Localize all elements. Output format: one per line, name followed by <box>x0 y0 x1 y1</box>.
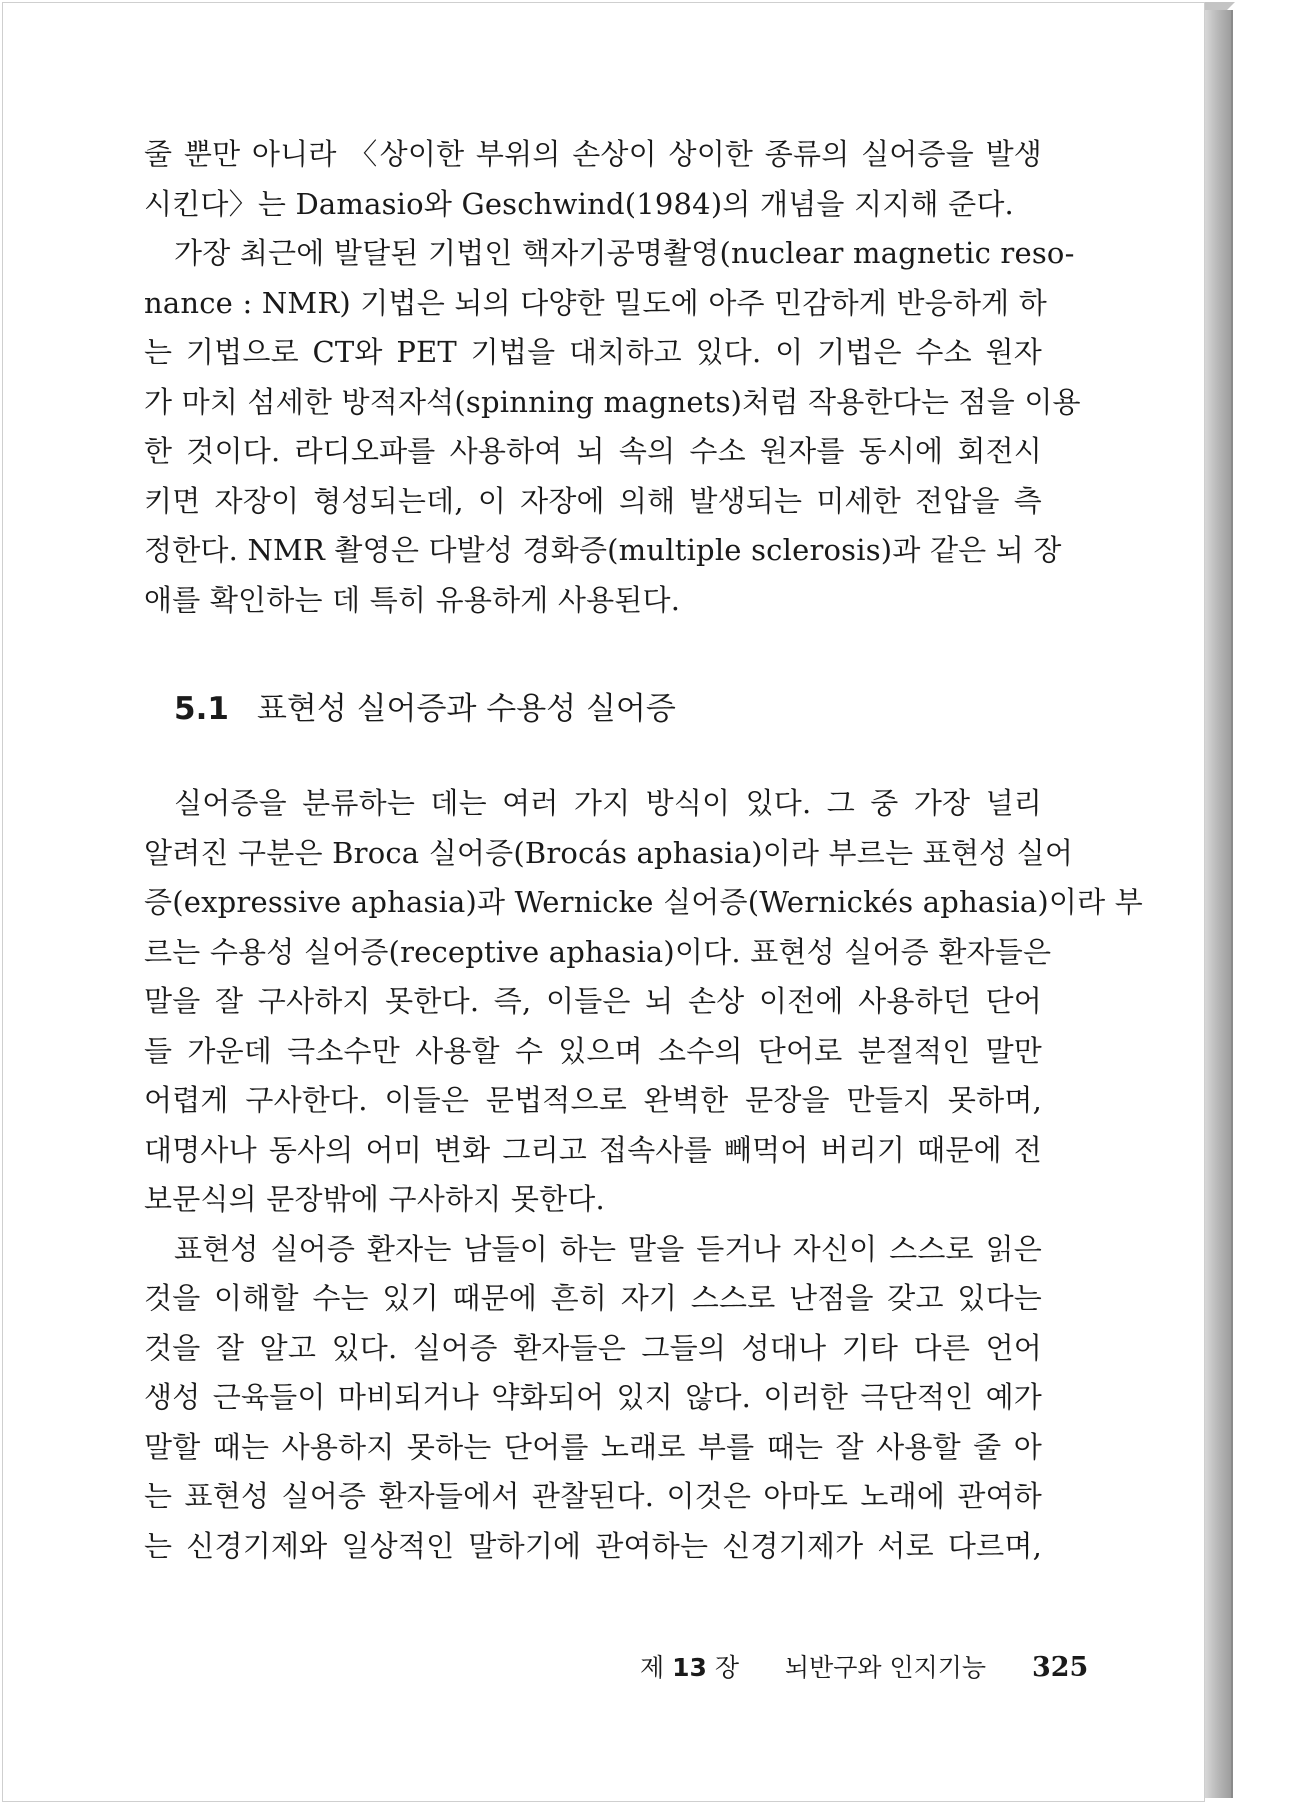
text-line: 들 가운데 극소수만 사용할 수 있으며 소수의 단어로 분절적인 말만 <box>144 1033 1042 1068</box>
page-edge-shadow <box>1205 10 1233 1798</box>
chapter-number: 13 <box>672 1653 707 1682</box>
paragraph-2 <box>144 229 1081 625</box>
text-line: 애를 확인하는 데 특히 유용하게 사용된다. <box>144 582 681 617</box>
text-line: 가장 최근에 발달된 기법인 핵자기공명촬영(nuclear magnetic reso- <box>174 236 1075 270</box>
text-line: 알려진 구분은 Broca 실어증(Brocás aphasia)이라 부르는 표현성 실어 <box>144 835 1074 870</box>
text-line: 키면 자장이 형성되는데, 이 자장에 의해 발생되는 미세한 전압을 측 <box>144 483 1042 518</box>
section-heading <box>144 679 1042 739</box>
text-line: 한 것이다. 라디오파를 사용하여 뇌 속의 수소 원자를 동시에 회전시 <box>144 434 1042 468</box>
chapter-suffix: 장 <box>714 1653 740 1682</box>
text-line: 는 신경기제와 일상적인 말하기에 관여하는 신경기제가 서로 다르며, <box>144 1528 1042 1563</box>
text-line: 생성 근육들이 마비되거나 약화되어 있지 않다. 이러한 극단적인 예가 <box>144 1380 1042 1414</box>
text-line: 것을 잘 알고 있다. 실어증 환자들은 그들의 성대나 기타 다른 언어 <box>144 1330 1042 1365</box>
text-line: 는 표현성 실어증 환자들에서 관찰된다. 이것은 아마도 노래에 관여하 <box>144 1479 1042 1513</box>
text-line: 말할 때는 사용하지 못하는 단어를 노래로 부를 때는 잘 사용할 줄 아 <box>144 1429 1042 1464</box>
text-line: 어렵게 구사한다. 이들은 문법적으로 완벽한 문장을 만들지 못하며, <box>144 1083 1042 1117</box>
text-line: 실어증을 분류하는 데는 여러 가지 방식이 있다. 그 중 가장 널리 <box>174 786 1042 820</box>
running-footer <box>640 1648 1088 1684</box>
text-line: 줄 뿐만 아니라 〈상이한 부위의 손상이 상이한 종류의 실어증을 발생 <box>144 137 1042 171</box>
text-line: 보문식의 문장밖에 구사하지 못한다. <box>144 1182 605 1216</box>
paragraph-1 <box>144 130 1042 229</box>
page-content <box>144 130 1143 1571</box>
text-line: 대명사나 동사의 어미 변화 그리고 접속사를 빼먹어 버리기 때문에 전 <box>144 1132 1042 1167</box>
chapter-title: 뇌반구와 인지기능 <box>784 1653 987 1682</box>
text-line: 말을 잘 구사하지 못한다. 즉, 이들은 뇌 손상 이전에 사용하던 단어 <box>144 984 1042 1018</box>
text-line: 정한다. NMR 촬영은 다발성 경화증(multiple sclerosis)과 같은 뇌 장 <box>144 533 1062 567</box>
text-line: 표현성 실어증 환자는 남들이 하는 말을 듣거나 자신이 스스로 읽은 <box>174 1231 1042 1266</box>
text-line: 는 기법으로 CT와 PET 기법을 대치하고 있다. 이 기법은 수소 원자 <box>144 335 1042 369</box>
text-line: 증(expressive aphasia)과 Wernicke 실어증(Wernickés aphasia)이라 부 <box>144 885 1143 919</box>
text-line: nance : NMR) 기법은 뇌의 다양한 밀도에 아주 민감하게 반응하게 하 <box>144 285 1047 320</box>
paragraph-4 <box>144 1225 1042 1572</box>
page-number: 325 <box>1031 1652 1089 1683</box>
chapter-prefix: 제 <box>640 1653 665 1682</box>
text-line: 가 마치 섬세한 방적자석(spinning magnets)처럼 작용한다는 점을 이용 <box>144 384 1081 419</box>
paragraph-3 <box>144 779 1143 1225</box>
section-number: 5.1 <box>174 691 229 727</box>
text-line: 르는 수용성 실어증(receptive aphasia)이다. 표현성 실어증 환자들은 <box>144 934 1052 969</box>
text-line: 것을 이해할 수는 있기 때문에 흔히 자기 스스로 난점을 갖고 있다는 <box>144 1281 1042 1315</box>
section-title: 표현성 실어증과 수용성 실어증 <box>256 691 676 727</box>
text-line: 시킨다〉는 Damasio와 Geschwind(1984)의 개념을 지지해 준다. <box>144 186 1014 221</box>
